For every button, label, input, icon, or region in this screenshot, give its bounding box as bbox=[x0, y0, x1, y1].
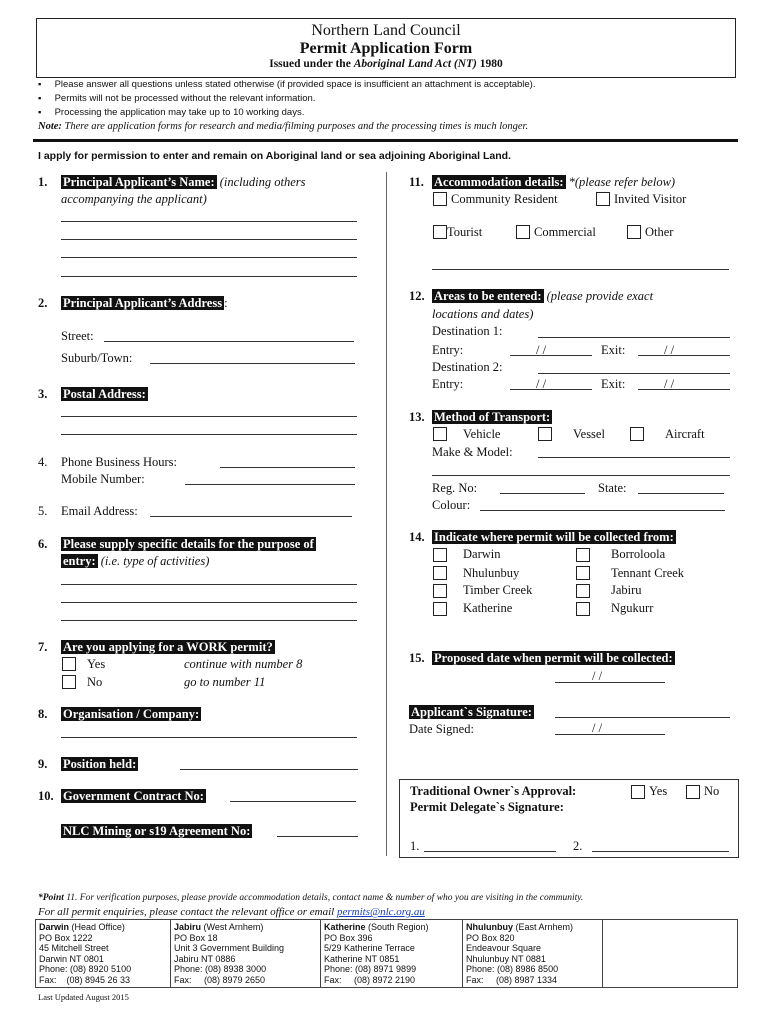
purpose-line-1[interactable] bbox=[61, 584, 357, 585]
vehicle-checkbox[interactable] bbox=[433, 427, 447, 441]
tourist-label: Tourist bbox=[447, 225, 483, 239]
exit1-date-field[interactable] bbox=[638, 355, 730, 356]
q4-num: 4. bbox=[38, 455, 48, 469]
office-jabiru: Jabiru (West Arnhem) PO Box 18 Unit 3 Government Building Jabiru NT 0886 Phone: (08) 8938 3000 Fax: (08) 8979 2650 bbox=[171, 920, 321, 988]
date-signed-label: Date Signed: bbox=[409, 722, 474, 736]
q3-label-row: Postal Address: bbox=[63, 387, 146, 401]
work-no-label: No bbox=[87, 675, 103, 689]
agreement-field[interactable] bbox=[277, 836, 358, 837]
approval-no-checkbox[interactable] bbox=[686, 785, 700, 799]
tourist-checkbox[interactable] bbox=[433, 225, 447, 239]
office-katherine: Katherine (South Region) PO Box 396 5/29 Katherine Terrace Katherine NT 0851 Phone: (08) 8971 9899 Fax: (08) 8972 2190 bbox=[321, 920, 463, 988]
q4-phone-label: Phone Business Hours: bbox=[61, 455, 177, 469]
entry2-label: Entry: bbox=[432, 377, 464, 391]
collect-darwin-checkbox[interactable] bbox=[433, 548, 447, 562]
signature-label-row: Applicant`s Signature: bbox=[411, 705, 532, 719]
approval-yes-checkbox[interactable] bbox=[631, 785, 645, 799]
commercial-label: Commercial bbox=[534, 225, 596, 239]
q7-num: 7. bbox=[38, 640, 48, 654]
contract-field[interactable] bbox=[230, 801, 356, 802]
collect-nhulunbuy-label: Nhulunbuy bbox=[463, 566, 520, 580]
delegate-2-field[interactable] bbox=[592, 851, 729, 852]
vessel-checkbox[interactable] bbox=[538, 427, 552, 441]
position-field[interactable] bbox=[180, 769, 358, 770]
q1-line-4[interactable] bbox=[61, 276, 357, 277]
q9-label-row: Position held: bbox=[63, 757, 137, 771]
make-field[interactable] bbox=[538, 457, 730, 458]
community-resident-checkbox[interactable] bbox=[433, 192, 447, 206]
q2-street-label: Street: bbox=[61, 329, 94, 343]
permits-email-link[interactable]: permits@nlc.org.au bbox=[336, 906, 425, 918]
email-field[interactable] bbox=[150, 516, 352, 517]
other-checkbox[interactable] bbox=[627, 225, 641, 239]
q7-label-row: Are you applying for a WORK permit? bbox=[63, 640, 273, 654]
q14-num: 14. bbox=[409, 530, 425, 544]
q1-num: 1. bbox=[38, 175, 48, 189]
approval-no-label: No bbox=[704, 784, 720, 798]
collect-katherine-label: Katherine bbox=[463, 601, 513, 615]
entry2-slashes: / / bbox=[536, 377, 547, 391]
q10-num: 10. bbox=[38, 789, 54, 803]
invited-visitor-label: Invited Visitor bbox=[614, 192, 687, 206]
collect-katherine-checkbox[interactable] bbox=[433, 602, 447, 616]
date-signed-slashes: / / bbox=[592, 721, 603, 735]
other-label: Other bbox=[645, 225, 674, 239]
exit1-label: Exit: bbox=[601, 343, 626, 357]
delegate-1-num: 1. bbox=[410, 839, 420, 853]
issued-line: Issued under the Aboriginal Land Act (NT) 1980 bbox=[269, 58, 503, 70]
q15-num: 15. bbox=[409, 651, 425, 665]
collect-borroloola-label: Borroloola bbox=[611, 547, 666, 561]
collect-ngukurr-checkbox[interactable] bbox=[576, 602, 590, 616]
purpose-line-3[interactable] bbox=[61, 620, 357, 621]
q2-num: 2. bbox=[38, 296, 48, 310]
bullet-2: ▪ Permits will not be processed without the relevant information. bbox=[38, 93, 316, 104]
q2-suburb-label: Suburb/Town: bbox=[61, 351, 133, 365]
vessel-label: Vessel bbox=[573, 427, 605, 441]
q13-label-row: Method of Transport: bbox=[434, 410, 551, 424]
mobile-field[interactable] bbox=[185, 484, 355, 485]
signature-field[interactable] bbox=[555, 717, 730, 718]
q1-line-3[interactable] bbox=[61, 257, 357, 258]
collect-tennant-creek-checkbox[interactable] bbox=[576, 566, 590, 580]
approval-label: Traditional Owner`s Approval: bbox=[410, 784, 577, 798]
delegate-1-field[interactable] bbox=[424, 851, 556, 852]
dest2-field[interactable] bbox=[538, 373, 730, 374]
collection-date-field[interactable] bbox=[555, 682, 665, 683]
q6-num: 6. bbox=[38, 537, 48, 551]
org-name: Northern Land Council bbox=[311, 22, 461, 39]
enquiries-line: For all permit enquiries, please contact the relevant office or email permits@nlc.org.au bbox=[38, 906, 425, 918]
postal-line-1[interactable] bbox=[61, 416, 357, 417]
reg-field[interactable] bbox=[500, 493, 585, 494]
dest2-label: Destination 2: bbox=[432, 360, 503, 374]
work-yes-note: continue with number 8 bbox=[184, 657, 303, 671]
bullet-3: ▪ Processing the application may take up to 10 working days. bbox=[38, 107, 305, 118]
work-no-checkbox[interactable] bbox=[62, 675, 76, 689]
office-darwin: Darwin (Head Office) PO Box 1222 45 Mitchell Street Darwin NT 0801 Phone: (08) 8920 5100 Fax: (08) 8945 26 33 bbox=[36, 920, 171, 988]
collect-jabiru-checkbox[interactable] bbox=[576, 584, 590, 598]
collect-ngukurr-label: Ngukurr bbox=[611, 601, 654, 615]
q1-label-row: Principal Applicant’s Name: (including others bbox=[63, 175, 306, 189]
q5-num: 5. bbox=[38, 504, 48, 518]
q1-hint: accompanying the applicant) bbox=[61, 192, 207, 206]
q11-num: 11. bbox=[409, 175, 424, 189]
delegate-2-num: 2. bbox=[573, 839, 583, 853]
entry1-slashes: / / bbox=[536, 343, 547, 357]
work-no-note: go to number 11 bbox=[184, 675, 266, 689]
q5-email-label: Email Address: bbox=[61, 504, 138, 518]
colour-label: Colour: bbox=[432, 498, 471, 512]
q1-line-1[interactable] bbox=[61, 221, 357, 222]
q3-num: 3. bbox=[38, 387, 48, 401]
column-divider bbox=[386, 172, 387, 856]
q2-label-row: Principal Applicant’s Address : bbox=[63, 296, 228, 310]
q12-num: 12. bbox=[409, 289, 425, 303]
state-label: State: bbox=[598, 481, 627, 495]
q6-label-1: Please supply specific details for the purpose of bbox=[63, 537, 314, 551]
q14-label-row: Indicate where permit will be collected from: bbox=[434, 530, 674, 544]
commercial-checkbox[interactable] bbox=[516, 225, 530, 239]
q11-label-row: Accommodation details: *(please refer below) bbox=[434, 175, 676, 189]
q9-num: 9. bbox=[38, 757, 48, 771]
aircraft-label: Aircraft bbox=[665, 427, 705, 441]
collect-timber-creek-checkbox[interactable] bbox=[433, 584, 447, 598]
offices-table bbox=[35, 919, 738, 988]
point-note: *Point 11. For verification purposes, please provide accommodation details, contact name & number of who you are visiting in the community. bbox=[38, 893, 584, 903]
q13-num: 13. bbox=[409, 410, 425, 424]
q1-line-2[interactable] bbox=[61, 239, 357, 240]
q8-num: 8. bbox=[38, 707, 48, 721]
entry1-label: Entry: bbox=[432, 343, 464, 357]
aircraft-checkbox[interactable] bbox=[630, 427, 644, 441]
q4-mobile-label: Mobile Number: bbox=[61, 472, 145, 486]
collect-darwin-label: Darwin bbox=[463, 547, 501, 561]
note: Note: There are application forms for research and media/filming purposes and the processing times is much longer. bbox=[38, 121, 529, 132]
q10-label-row-2: NLC Mining or s19 Agreement No: bbox=[63, 824, 251, 838]
exit2-label: Exit: bbox=[601, 377, 626, 391]
community-resident-label: Community Resident bbox=[451, 192, 558, 206]
entry1-date-field[interactable] bbox=[510, 355, 592, 356]
street-field[interactable] bbox=[104, 341, 354, 342]
approval-yes-label: Yes bbox=[649, 784, 668, 798]
work-yes-checkbox[interactable] bbox=[62, 657, 76, 671]
delegate-label: Permit Delegate`s Signature: bbox=[410, 800, 564, 814]
state-field[interactable] bbox=[638, 493, 724, 494]
vehicle-label: Vehicle bbox=[463, 427, 501, 441]
thick-divider bbox=[33, 139, 738, 142]
dest1-field[interactable] bbox=[538, 337, 730, 338]
make-label: Make & Model: bbox=[432, 445, 513, 459]
q6-label-2: entry: (i.e. type of activities) bbox=[63, 554, 210, 568]
apply-statement: I apply for permission to enter and remain on Aboriginal land or sea adjoining Aboriginal Land. bbox=[38, 150, 511, 162]
q8-label-row: Organisation / Company: bbox=[63, 707, 200, 721]
collect-tennant-creek-label: Tennant Creek bbox=[611, 566, 685, 580]
suburb-field[interactable] bbox=[150, 363, 355, 364]
phone-field[interactable] bbox=[220, 467, 355, 468]
make-field-2[interactable] bbox=[432, 475, 730, 476]
entry2-date-field[interactable] bbox=[510, 389, 592, 390]
header-box bbox=[36, 18, 736, 78]
postal-line-2[interactable] bbox=[61, 434, 357, 435]
date-signed-field[interactable] bbox=[555, 734, 665, 735]
exit2-slashes: / / bbox=[664, 377, 675, 391]
reg-label: Reg. No: bbox=[432, 481, 478, 495]
work-yes-label: Yes bbox=[87, 657, 106, 671]
accommodation-line[interactable] bbox=[432, 269, 729, 270]
form-title: Permit Application Form bbox=[299, 40, 473, 57]
collection-date-slashes: / / bbox=[592, 669, 603, 683]
q10-label-row: Government Contract No: bbox=[63, 789, 204, 803]
collect-timber-creek-label: Timber Creek bbox=[463, 583, 533, 597]
exit1-slashes: / / bbox=[664, 343, 675, 357]
q12-hint: locations and dates) bbox=[432, 307, 534, 321]
bullet-1: ▪ Please answer all questions unless stated otherwise (if provided space is insufficient an attachment is acceptable). bbox=[38, 79, 536, 90]
purpose-line-2[interactable] bbox=[61, 602, 357, 603]
colour-field[interactable] bbox=[480, 510, 725, 511]
collect-jabiru-label: Jabiru bbox=[611, 583, 642, 597]
q12-label-row: Areas to be entered: (please provide exact bbox=[434, 289, 654, 303]
office-nhulunbuy: Nhulunbuy (East Arnhem) PO Box 820 Endeavour Square Nhulunbuy NT 0881 Phone: (08) 8986 8500 Fax: (08) 8987 1334 bbox=[463, 920, 603, 988]
office-empty-cell bbox=[603, 920, 738, 988]
collect-borroloola-checkbox[interactable] bbox=[576, 548, 590, 562]
last-updated: Last Updated August 2015 bbox=[38, 992, 129, 1002]
exit2-date-field[interactable] bbox=[638, 389, 730, 390]
organisation-field[interactable] bbox=[61, 737, 357, 738]
dest1-label: Destination 1: bbox=[432, 324, 503, 338]
collect-nhulunbuy-checkbox[interactable] bbox=[433, 566, 447, 580]
invited-visitor-checkbox[interactable] bbox=[596, 192, 610, 206]
q15-label-row: Proposed date when permit will be collected: bbox=[434, 651, 673, 665]
